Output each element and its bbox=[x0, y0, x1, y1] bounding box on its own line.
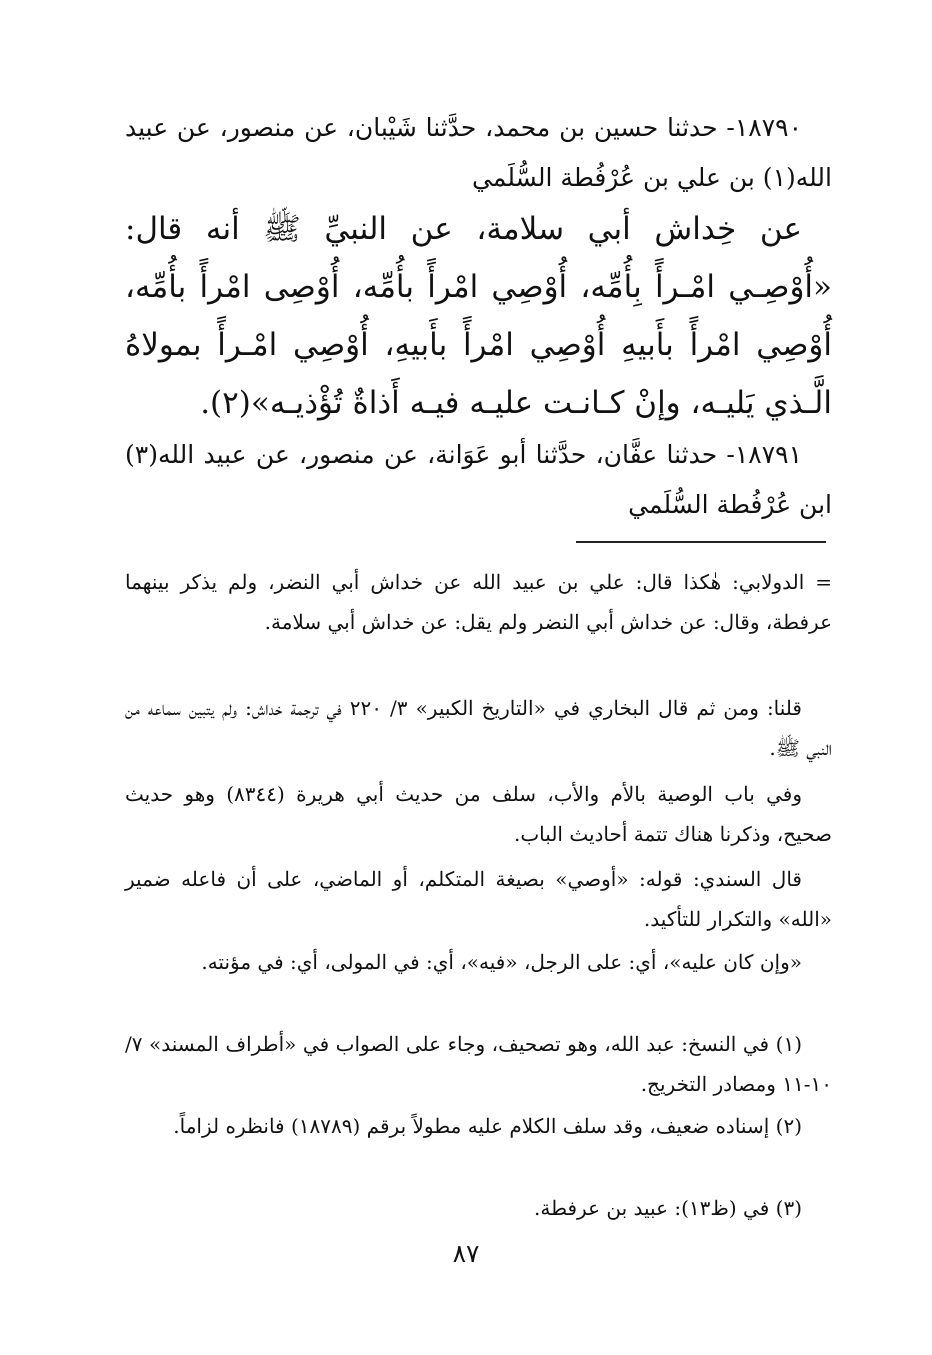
footnote-separator-rule bbox=[576, 541, 826, 543]
footnote-2: (٢) إسناده ضعيف، وقد سلف الكلام عليه مطولاً برقم (١٨٧٨٩) فانظره لزاماً. bbox=[173, 1114, 802, 1138]
footnote-continuation: = الدولابي: هٰكذا قال: علي بن عبيد الله عن خداش أبي النضر، ولم يذكر بينهما عرفطة، وقال: عن خداش أبي النضر ولم يقل: عن خداش أبي سلامة. bbox=[125, 570, 832, 634]
footnote-paragraph-bukhari: قلنا: ومن ثم قال البخاري في «التاريخ الكبير» ٣/ ٢٢٠ في ترجمة خداش: ولم يتبين سماعه من النبي ﷺ. bbox=[125, 696, 832, 760]
hadith-18790-isnad: ١٨٧٩٠- حدثنا حسين بن محمد، حدَّثنا شَيْبان، عن منصور، عن عبيد الله(١) بن علي بن عُرْفُطة السُّلَمي bbox=[125, 113, 832, 192]
page-number: ٨٧ bbox=[452, 1239, 480, 1268]
footnote-paragraph-sindi: قال السندي: قوله: «أوصي» بصيغة المتكلم، أو الماضي، على أن فاعله ضمير «الله» والتكرار للتأكيد. bbox=[125, 867, 832, 931]
hadith-18791-isnad: ١٨٧٩١- حدثنا عفَّان، حدَّثنا أبو عَوَانة، عن منصور، عن عبيد الله(٣) ابن عُرْفُطة السُّلَمي bbox=[125, 440, 832, 519]
footnote-1: (١) في النسخ: عبد الله، وهو تصحيف، وجاء على الصواب في «أطراف المسند» ٧/ ١٠-١١ ومصادر التخريج. bbox=[125, 1032, 832, 1096]
footnote-paragraph-explanation: «وإن كان عليه»، أي: على الرجل، «فيه»، أي: في المولى، أي: في مؤنته. bbox=[201, 950, 802, 974]
footnote-3: (٣) في (ظ١٣): عبيد بن عرفطة. bbox=[533, 1196, 802, 1220]
hadith-18790-matn: عن خِداش أبي سلامة، عن النبيِّ ﷺ أنه قال: «أُوْصِـي امْـرأً بِأُمِّه، أُوْصِي امْرأً بأُمِّه، أُوْصِى امْرأً بأُمِّه، أُوْصِي امْرأً بأَبيهِ أُوْصِي امْرأً بأَبيهِ، أُوْصِي امْـرأً بمولاهُ الَّـذي يَليـه، وإنْ كـانـت عليـه فيـه أَذاةٌ تُؤْذيـه»(٢). bbox=[125, 211, 832, 421]
footnote-paragraph-wasiyya: وفي باب الوصية بالأم والأب، سلف من حديث أبي هريرة (٨٣٤٤) وهو حديث صحيح، وذكرنا هناك تتمة أحاديث الباب. bbox=[125, 782, 832, 846]
